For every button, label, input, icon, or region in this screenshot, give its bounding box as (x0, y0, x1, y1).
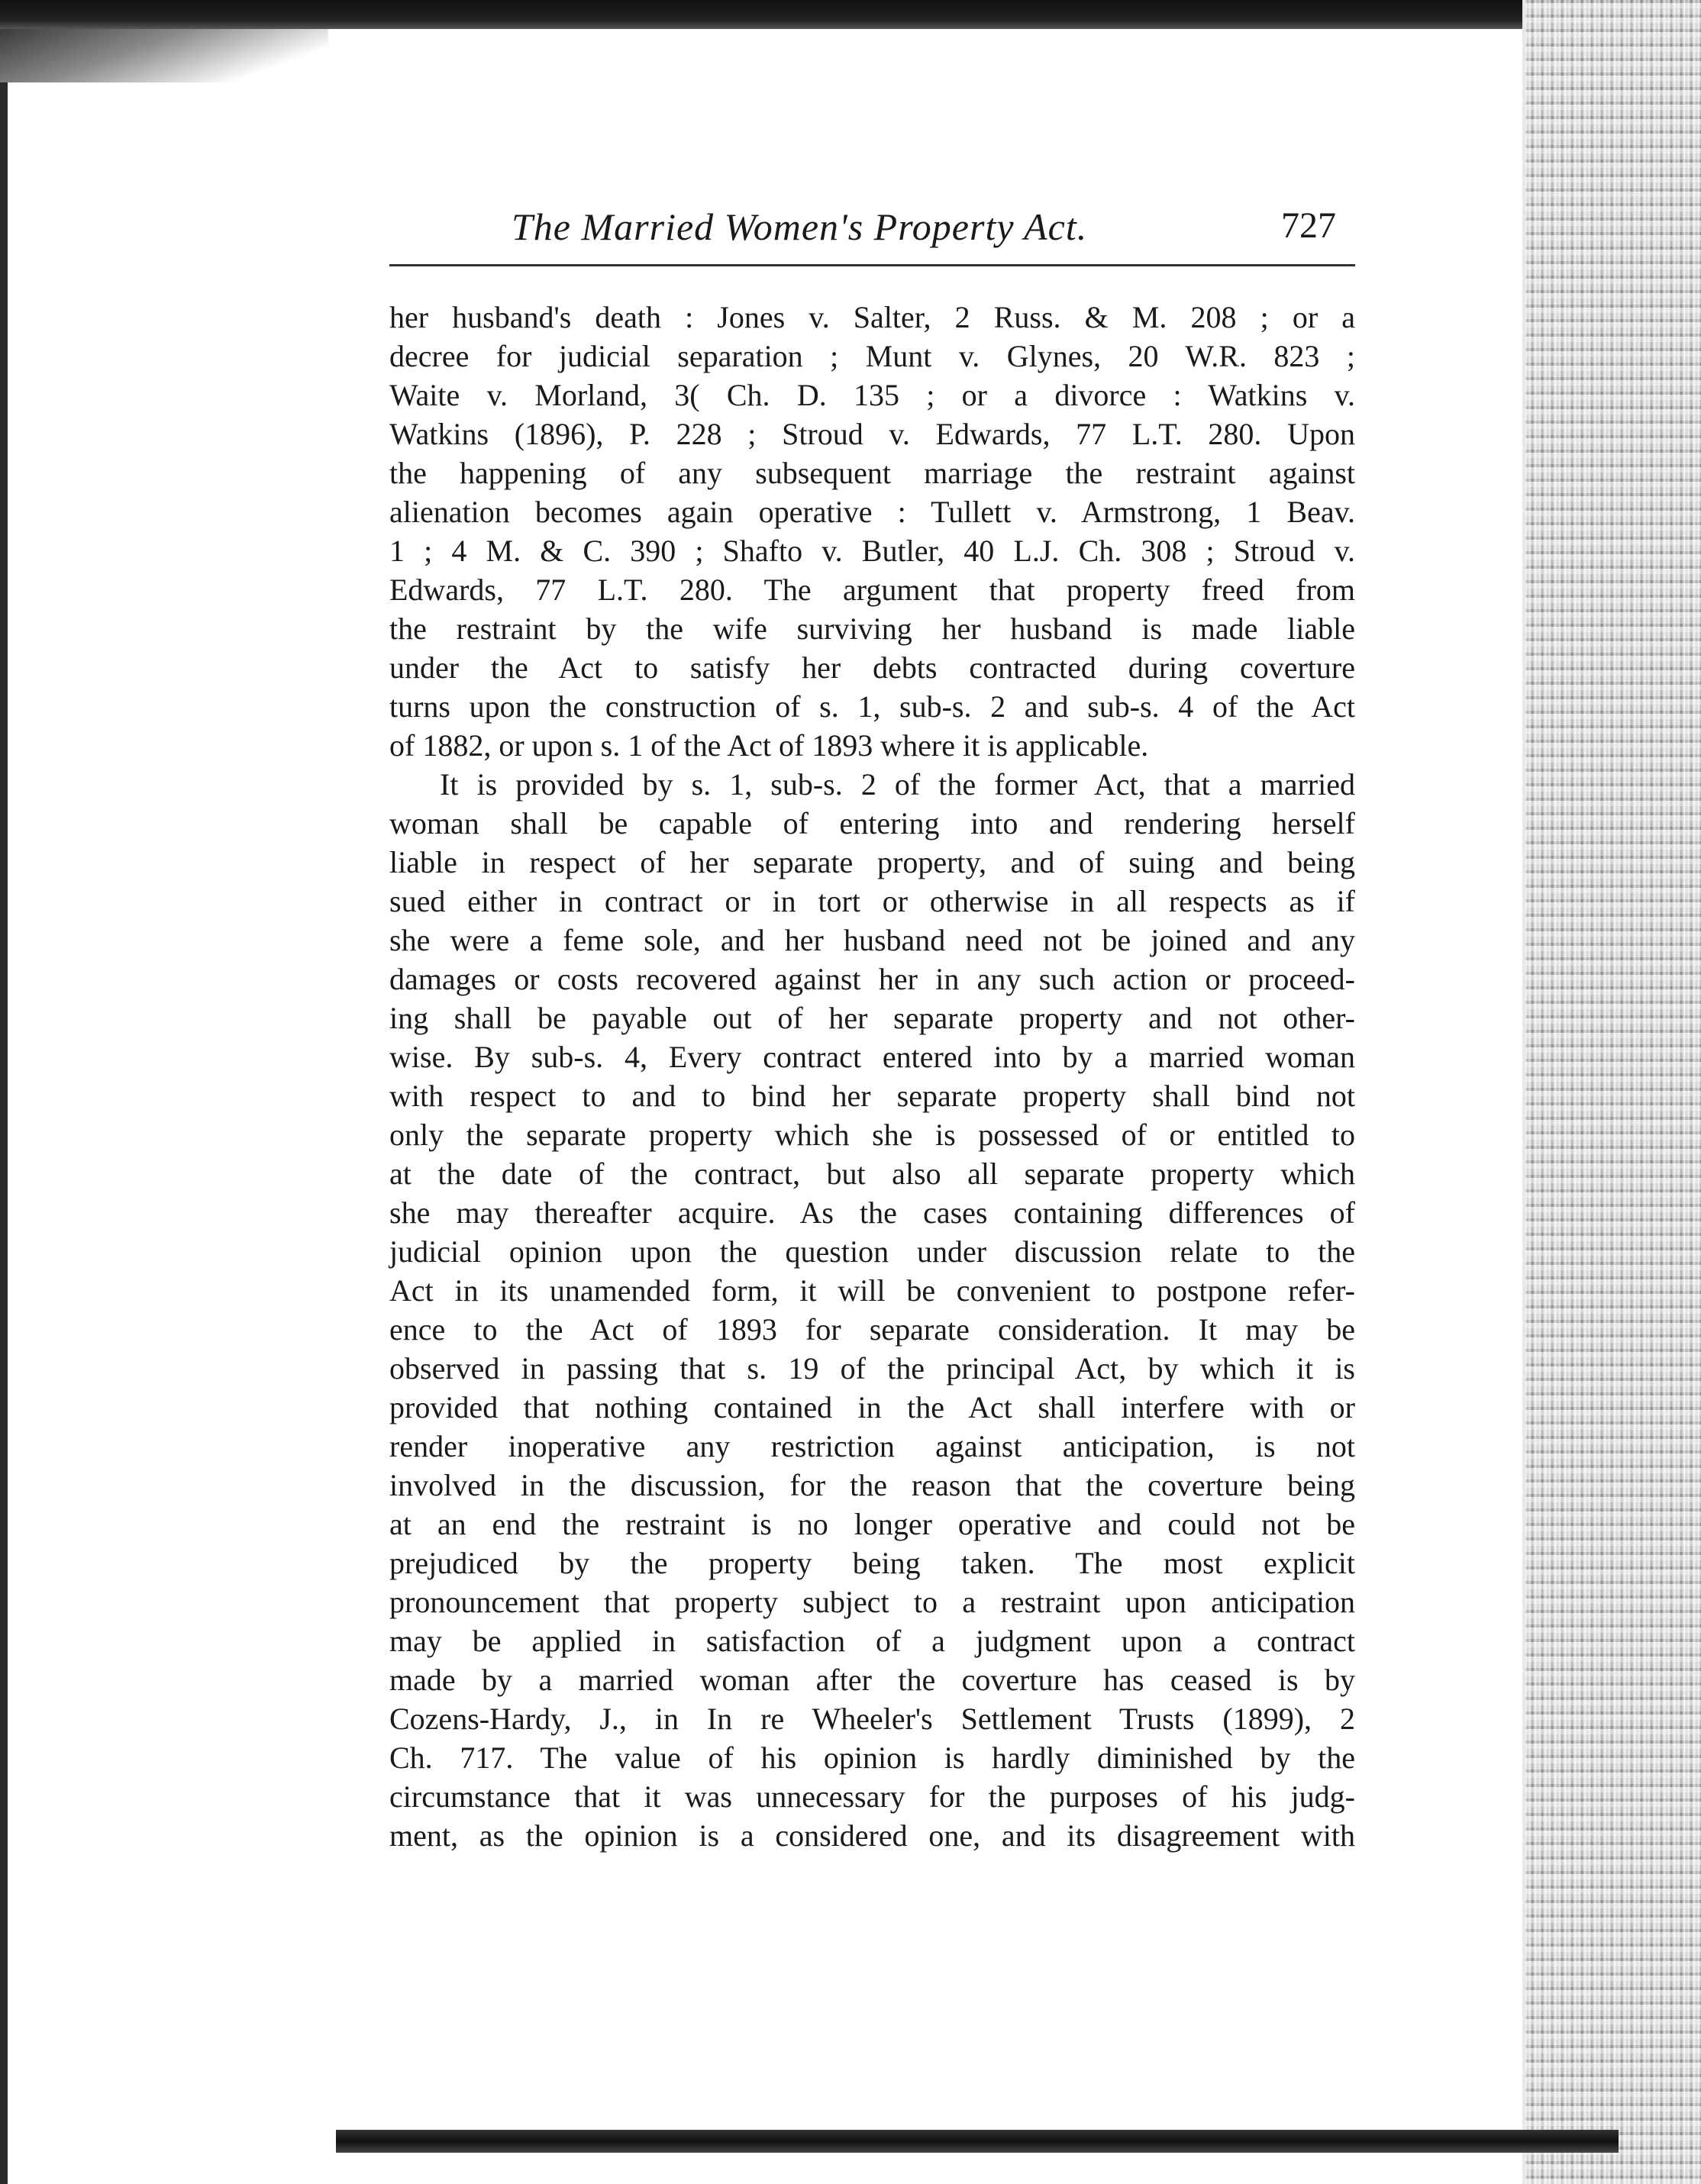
text-line: woman shall be capable of entering into and rendering herself (389, 806, 1355, 840)
scan-left-edge (0, 0, 8, 2184)
text-line: liable in respect of her separate property, and of suing and being (389, 845, 1355, 879)
text-line: ment, as the opinion is a considered one, and its disagreement with (389, 1818, 1355, 1853)
text-line: turns upon the construction of s. 1, sub-s. 2 and sub-s. 4 of the Act (389, 689, 1355, 724)
body-text (389, 298, 1355, 1855)
text-line: decree for judicial separation ; Munt v. Glynes, 20 W.R. 823 ; (389, 339, 1355, 373)
text-line: at an end the restraint is no longer operative and could not be (389, 1507, 1355, 1541)
text-line: may be applied in satisfaction of a judgment upon a contract (389, 1624, 1355, 1658)
text-line: Edwards, 77 L.T. 280. The argument that property freed from (389, 573, 1355, 607)
text-line: Waite v. Morland, 3( Ch. D. 135 ; or a divorce : Watkins v. (389, 378, 1355, 412)
text-line: the restraint by the wife surviving her husband is made liable (389, 611, 1355, 646)
text-line: render inoperative any restriction against anticipation, is not (389, 1429, 1355, 1463)
scan-bottom-shadow (336, 2130, 1619, 2153)
text-line: made by a married woman after the coverture has ceased is by (389, 1663, 1355, 1697)
text-line: Watkins (1896), P. 228 ; Stroud v. Edwards, 77 L.T. 280. Upon (389, 417, 1355, 451)
text-line: Cozens-Hardy, J., in In re Wheeler's Settlement Trusts (1899), 2 (389, 1702, 1355, 1736)
text-line: prejudiced by the property being taken. The most explicit (389, 1546, 1355, 1580)
scan-corner-shadow (0, 29, 328, 82)
text-line: pronouncement that property subject to a restraint upon anticipation (389, 1585, 1355, 1619)
text-line: her husband's death : Jones v. Salter, 2 Russ. & M. 208 ; or a (389, 300, 1355, 334)
page-number: 727 (1281, 205, 1336, 246)
text-line: damages or costs recovered against her in any such action or proceed- (389, 962, 1355, 996)
running-title: The Married Women's Property Act. (512, 205, 1088, 248)
text-line: sued either in contract or in tort or otherwise in all respects as if (389, 884, 1355, 918)
text-line: involved in the discussion, for the reason that the coverture being (389, 1468, 1355, 1502)
text-line: Ch. 717. The value of his opinion is hardly diminished by the (389, 1740, 1355, 1775)
scan-top-shadow (0, 0, 1701, 29)
text-line: judicial opinion upon the question under discussion relate to the (389, 1234, 1355, 1269)
text-line: alienation becomes again operative : Tullett v. Armstrong, 1 Beav. (389, 495, 1355, 529)
text-line: wise. By sub-s. 4, Every contract entered into by a married woman (389, 1040, 1355, 1074)
text-line: It is provided by s. 1, sub-s. 2 of the former Act, that a married (440, 767, 1355, 802)
page-header (389, 197, 1355, 266)
text-line: of 1882, or upon s. 1 of the Act of 1893 where it is applicable. (389, 728, 1149, 763)
text-line: Act in its unamended form, it will be convenient to postpone refer- (389, 1273, 1355, 1308)
text-line: at the date of the contract, but also all separate property which (389, 1157, 1355, 1191)
text-line: observed in passing that s. 19 of the principal Act, by which it is (389, 1351, 1355, 1386)
text-line: with respect to and to bind her separate property shall bind not (389, 1079, 1355, 1113)
header-rule (389, 264, 1355, 266)
text-line: provided that nothing contained in the Act shall interfere with or (389, 1390, 1355, 1424)
text-line: she may thereafter acquire. As the cases containing differences of (389, 1195, 1355, 1230)
text-line: under the Act to satisfy her debts contracted during coverture (389, 650, 1355, 685)
text-line: only the separate property which she is possessed of or entitled to (389, 1118, 1355, 1152)
text-line: 1 ; 4 M. & C. 390 ; Shafto v. Butler, 40 L.J. Ch. 308 ; Stroud v. (389, 534, 1355, 568)
text-line: circumstance that it was unnecessary for the purposes of his judg- (389, 1779, 1355, 1814)
text-line: the happening of any subsequent marriage the restraint against (389, 456, 1355, 490)
text-line: she were a feme sole, and her husband need not be joined and any (389, 923, 1355, 957)
text-line: ing shall be payable out of her separate property and not other- (389, 1001, 1355, 1035)
scan-page-edge-noise (1522, 0, 1701, 2184)
text-line: ence to the Act of 1893 for separate consideration. It may be (389, 1312, 1355, 1347)
